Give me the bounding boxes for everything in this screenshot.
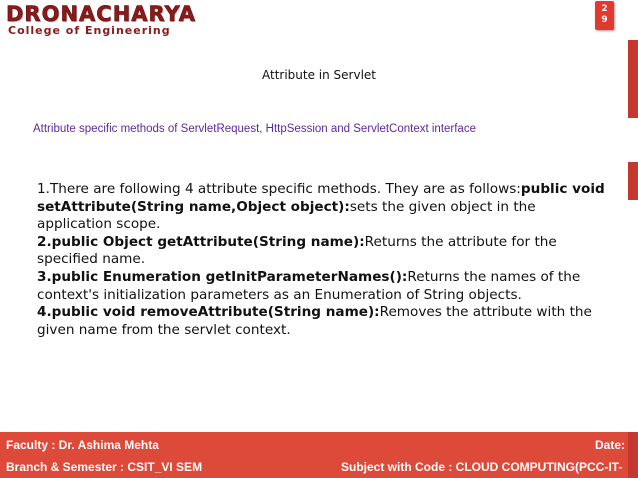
method-1-description: sets the given object in the application scope. — [37, 198, 536, 233]
college-logo — [6, 2, 196, 36]
footer-faculty: Faculty : Dr. Ashima Mehta — [6, 438, 159, 452]
method-2-description: Returns the attribute for the specified name. — [37, 233, 557, 268]
footer-branch: Branch & Semester : CSIT_VI SEM — [6, 460, 203, 474]
slide-footer — [0, 432, 628, 478]
slide-subtitle: Attribute specific methods of ServletRequest, HttpSession and ServletContext interface — [33, 123, 476, 135]
method-4-signature: 4.public void removeAttribute(String name): — [37, 304, 380, 321]
method-2-signature: 2.public Object getAttribute(String name): — [37, 233, 365, 250]
method-3-description: Returns the names of the context's initialization parameters as an Enumeration of String objects. — [37, 268, 581, 303]
page-number-digit-2: 9 — [601, 15, 608, 25]
page-number-badge — [595, 1, 614, 30]
footer-date: Date: — [595, 438, 626, 452]
footer-subject: Subject with Code : CLOUD COMPUTING(PCC-IT- — [341, 460, 623, 474]
method-3-signature: 3.public Enumeration getInitParameterNames(): — [37, 268, 408, 285]
logo-wordmark: DRONACHARYA — [6, 2, 196, 26]
page-number-digit-1: 2 — [601, 4, 608, 14]
method-1-signature: public void setAttribute(String name,Object object): — [37, 181, 605, 215]
decorative-stripe — [628, 162, 638, 200]
method-1-intro: 1.There are following 4 attribute specific methods. They are as follows: — [37, 181, 521, 197]
decorative-stripe — [628, 432, 638, 478]
slide-title: Attribute in Servlet — [261, 68, 376, 82]
slide-body — [37, 181, 607, 339]
method-4-description: Removes the attribute with the given name from the servlet context. — [37, 304, 592, 338]
logo-tagline: College of Engineering — [8, 24, 171, 37]
